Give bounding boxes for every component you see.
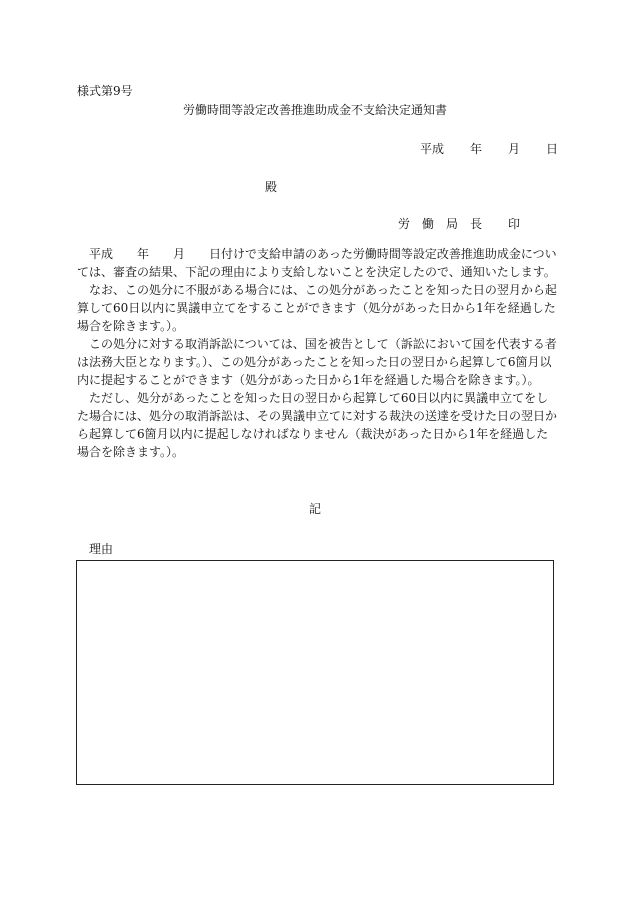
issuer-line: [398, 215, 520, 233]
record-mark: 記: [308, 502, 321, 516]
seal-mark: 印: [508, 217, 521, 231]
notice-body: [77, 245, 557, 461]
date-day: 日: [546, 142, 559, 156]
date-line: [420, 140, 558, 158]
form-number: 様式第9号: [77, 84, 133, 98]
reason-label: 理由: [89, 542, 114, 556]
issuer-title: 労 働 局 長: [398, 217, 483, 231]
date-month: 月: [508, 142, 521, 156]
body-paragraph: なお、この処分に不服がある場合には、この処分があったことを知った日の翌月から起算して60日以内に異議申立てをすることができます（処分があった日から1年を経過した場合を除きます。）。: [77, 283, 557, 333]
reason-box[interactable]: [76, 560, 554, 785]
date-year: 年: [470, 142, 483, 156]
body-paragraph: 平成 年 月 日付けで支給申請のあった労働時間等設定改善推進助成金については、審査の結果、下記の理由により支給しないことを決定したので、通知いたします。: [77, 247, 557, 279]
body-paragraph: ただし、処分があったことを知った日の翌日から起算して60日以内に異議申立てをした場合には、処分の取消訴訟は、その異議申立てに対する裁決の送達を受けた日の翌日から起算して6箇月以内に提起しなければなりません（裁決があった日から1年を経過した場合を除きます。）。: [77, 391, 558, 459]
date-era: 平成: [420, 142, 445, 156]
addressee-honorific: 殿: [265, 180, 278, 194]
document-title: 労働時間等設定改善推進助成金不支給決定通知書: [182, 103, 447, 117]
body-paragraph: この処分に対する取消訴訟については、国を被告として（訴訟において国を代表する者は法務大臣となります。）、この処分があったことを知った日の翌日から起算して6箇月以内に提起することができます（処分があった日から1年を経過した場合を除きます。）。: [77, 337, 557, 387]
